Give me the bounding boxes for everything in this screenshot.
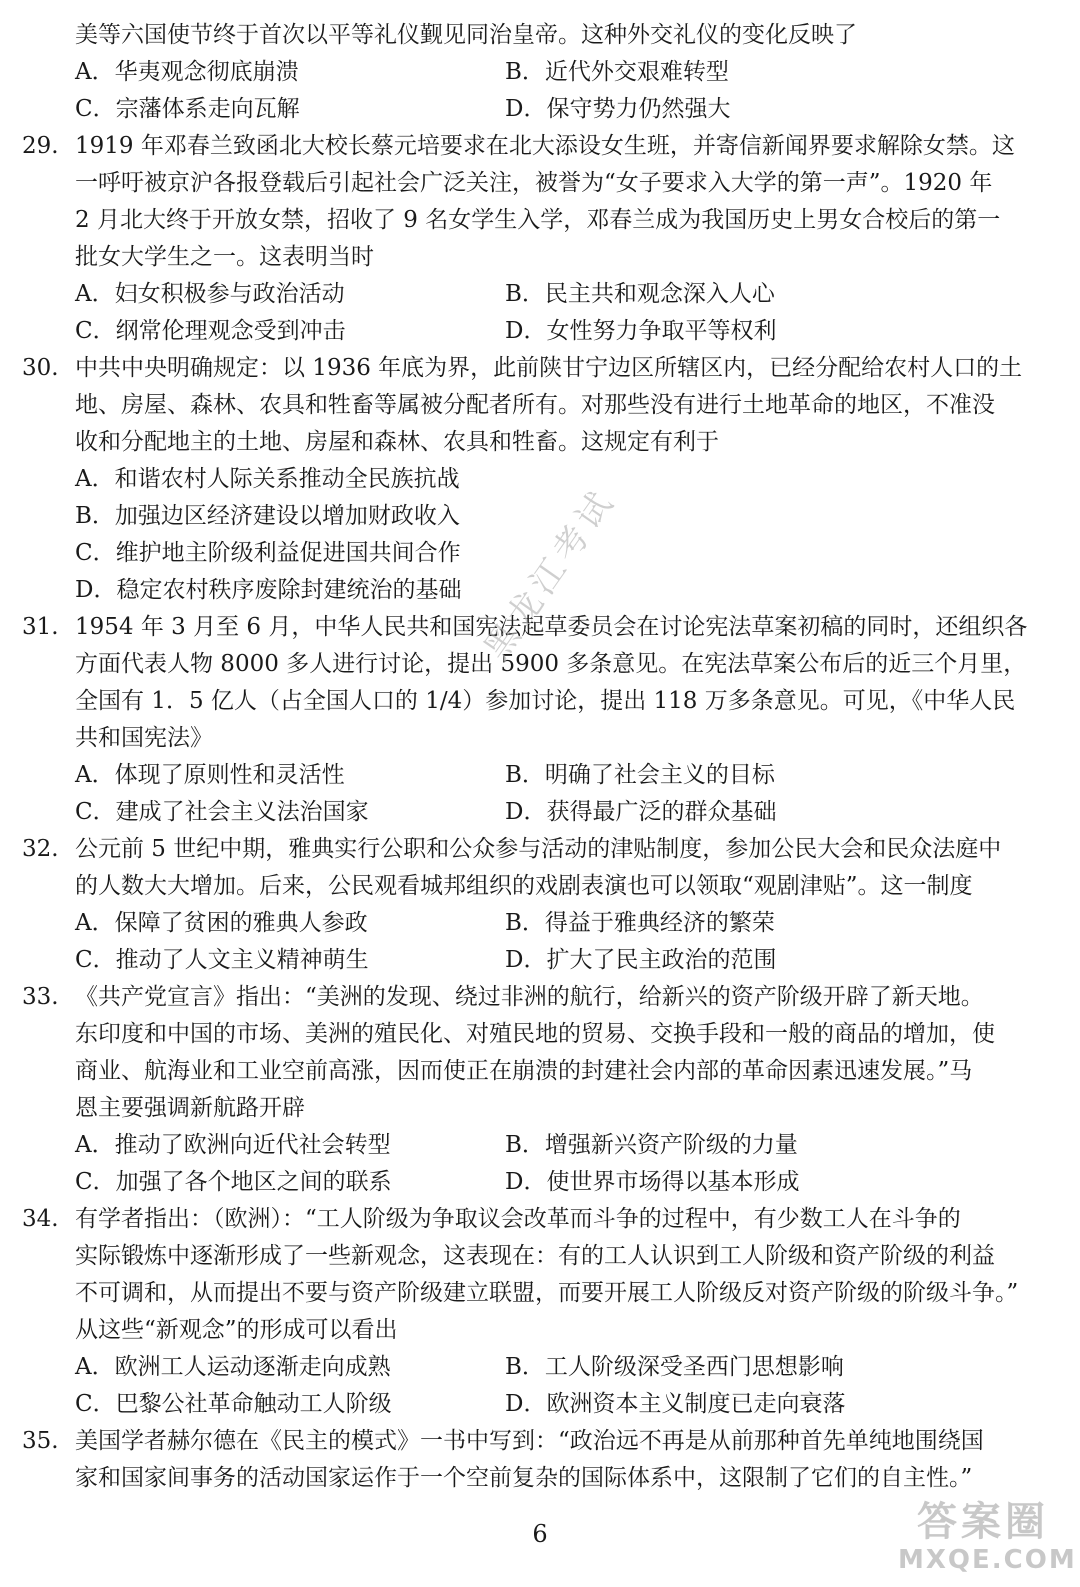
q29-stem-line-1: 1919 年邓春兰致函北大校长蔡元培要求在北大添设女生班，并寄信新闻界要求解除女禁。这 (75, 133, 1015, 159)
q32-stem-line-2: 的人数大大增加。后来，公民观看城邦组织的戏剧表演也可以领取“观剧津贴”。这一制度 (75, 873, 973, 899)
q31-stem-line-2: 方面代表人物 8000 多人进行讨论，提出 5900 多条意见。在宪法草案公布后的近三个月里， (75, 651, 1027, 677)
q31-stem-line-3: 全国有 1．5 亿人（占全国人口的 1/4）参加讨论，提出 118 万多条意见。可见，《中华人民 (75, 688, 1016, 714)
q35-stem-line-1: 美国学者赫尔德在《民主的模式》一书中写到：“政治远不再是从前那种首先单纯地围绕国 (75, 1428, 984, 1454)
q31-stem-line-1: 1954 年 3 月至 6 月，中华人民共和国宪法起草委员会在讨论宪法草案初稿的同时，还组织各 (75, 614, 1028, 640)
q35-stem-line-2: 家和国家间事务的活动国家运作于一个空前复杂的国际体系中，这限制了它们的自主性。” (75, 1465, 973, 1491)
q31-option-c: C．建成了社会主义法治国家 (75, 799, 369, 825)
q33-stem-line-1: 《共产党宣言》指出：“美洲的发现、绕过非洲的航行，给新兴的资产阶级开辟了新天地。 (75, 984, 984, 1010)
q30-stem-line-1: 中共中央明确规定：以 1936 年底为界，此前陕甘宁边区所辖区内，已经分配给农村人口的土 (75, 355, 1023, 381)
q30-option-d: D．稳定农村秩序废除封建统治的基础 (75, 577, 462, 603)
q35-number: 35. (22, 1428, 59, 1454)
q33-number: 33. (22, 984, 59, 1010)
q34-number: 34. (22, 1206, 59, 1232)
q30-stem-line-3: 收和分配地主的土地、房屋和森林、农具和牲畜。这规定有利于 (75, 429, 719, 455)
q28-option-b: B．近代外交艰难转型 (505, 59, 729, 85)
q28-stem-line-1: 美等六国使节终于首次以平等礼仪觐见同治皇帝。这种外交礼仪的变化反映了 (75, 22, 857, 48)
q31-option-d: D．获得最广泛的群众基础 (505, 799, 777, 825)
q34-stem-line-4: 从这些“新观念”的形成可以看出 (75, 1317, 398, 1343)
q34-stem-line-1: 有学者指出：（欧洲）：“工人阶级为争取议会改革而斗争的过程中，有少数工人在斗争的 (75, 1206, 961, 1232)
q32-option-a: A．保障了贫困的雅典人参政 (75, 910, 368, 936)
q29-stem-line-4: 批女大学生之一。这表明当时 (75, 244, 374, 270)
q34-stem-line-3: 不可调和，从而提出不要与资产阶级建立联盟，而要开展工人阶级反对资产阶级的阶级斗争。” (75, 1280, 1019, 1306)
site-logo-domain: MXQE.COM (898, 1545, 1077, 1575)
q28-option-c: C．宗藩体系走向瓦解 (75, 96, 300, 122)
q30-option-b: B．加强边区经济建设以增加财政收入 (75, 503, 460, 529)
q33-option-b: B．增强新兴资产阶级的力量 (505, 1132, 798, 1158)
site-logo (898, 1499, 1077, 1579)
q32-option-d: D．扩大了民主政治的范围 (505, 947, 777, 973)
q28-option-a: A．华夷观念彻底崩溃 (75, 59, 299, 85)
q30-number: 30. (22, 355, 59, 381)
q34-option-b: B．工人阶级深受圣西门思想影响 (505, 1354, 844, 1380)
q34-option-c: C．巴黎公社革命触动工人阶级 (75, 1391, 392, 1417)
q33-option-a: A．推动了欧洲向近代社会转型 (75, 1132, 391, 1158)
q32-number: 32. (22, 836, 59, 862)
page-number: 6 (532, 1520, 548, 1548)
q34-stem-line-2: 实际锻炼中逐渐形成了一些新观念，这表现在：有的工人认识到工人阶级和资产阶级的利益 (75, 1243, 995, 1269)
q28-option-d: D．保守势力仍然强大 (505, 96, 731, 122)
q33-option-c: C．加强了各个地区之间的联系 (75, 1169, 392, 1195)
q32-option-c: C．推动了人文主义精神萌生 (75, 947, 369, 973)
q33-stem-line-2: 东印度和中国的市场、美洲的殖民化、对殖民地的贸易、交换手段和一般的商品的增加，使 (75, 1021, 995, 1047)
q32-stem-line-1: 公元前 5 世纪中期，雅典实行公职和公众参与活动的津贴制度，参加公民大会和民众法庭中 (75, 836, 1002, 862)
q29-stem-line-3: 2 月北大终于开放女禁，招收了 9 名女学生入学，邓春兰成为我国历史上男女合校后的第一 (75, 207, 1001, 233)
q34-option-d: D．欧洲资本主义制度已走向衰落 (505, 1391, 846, 1417)
q29-stem-line-2: 一呼吁被京沪各报登载后引起社会广泛关注，被誉为“女子要求入大学的第一声”。1920 年 (75, 170, 993, 196)
q31-number: 31. (22, 614, 59, 640)
watermark-text: 黑龙江考试 (476, 480, 625, 668)
q30-option-c: C．维护地主阶级利益促进国共间合作 (75, 540, 461, 566)
q31-option-a: A．体现了原则性和灵活性 (75, 762, 345, 788)
q29-number: 29. (22, 133, 59, 159)
q31-stem-line-4: 共和国宪法》 (75, 725, 213, 751)
q30-option-a: A．和谐农村人际关系推动全民族抗战 (75, 466, 460, 492)
q30-stem-line-2: 地、房屋、森林、农具和牲畜等属被分配者所有。对那些没有进行土地革命的地区，不准没 (75, 392, 995, 418)
q29-option-a: A．妇女积极参与政治活动 (75, 281, 345, 307)
q29-option-c: C．纲常伦理观念受到冲击 (75, 318, 346, 344)
q33-option-d: D．使世界市场得以基本形成 (505, 1169, 800, 1195)
q29-option-d: D．女性努力争取平等权利 (505, 318, 777, 344)
site-logo-title: 答案圈 (917, 1499, 1049, 1545)
q33-stem-line-3: 商业、航海业和工业空前高涨，因而使正在崩溃的封建社会内部的革命因素迅速发展。”马 (75, 1058, 973, 1084)
q33-stem-line-4: 恩主要强调新航路开辟 (75, 1095, 305, 1121)
q34-option-a: A．欧洲工人运动逐渐走向成熟 (75, 1354, 391, 1380)
q31-option-b: B．明确了社会主义的目标 (505, 762, 775, 788)
q32-option-b: B．得益于雅典经济的繁荣 (505, 910, 775, 936)
q29-option-b: B．民主共和观念深入人心 (505, 281, 775, 307)
